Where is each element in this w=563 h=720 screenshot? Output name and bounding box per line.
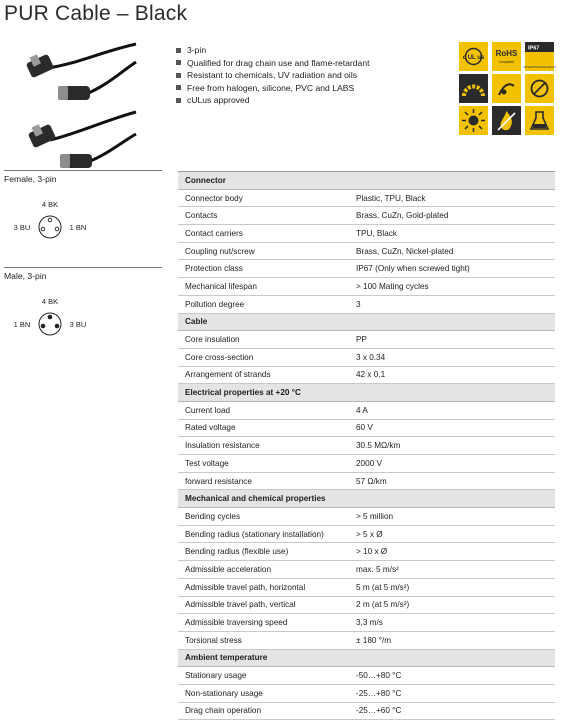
female-pin-right: 1 BN xyxy=(69,223,87,232)
spec-value: > 10 x Ø xyxy=(349,543,555,561)
male-pin-left: 1 BN xyxy=(13,320,31,329)
spec-name: Protection class xyxy=(178,260,349,278)
spec-value: 4 A xyxy=(349,401,555,419)
spec-section-header xyxy=(178,649,555,667)
rohs-label: RoHS xyxy=(495,49,518,58)
spec-row xyxy=(178,578,555,596)
ul-label: c UL us xyxy=(462,55,485,61)
spec-name: Current load xyxy=(178,401,349,419)
female-pin-label: Female, 3-pin xyxy=(4,174,57,184)
oil-resistant-icon xyxy=(492,74,521,103)
certification-icons xyxy=(459,42,555,134)
section-title: Cable xyxy=(178,313,555,331)
spec-value: 2000 V xyxy=(349,455,555,473)
ip-label: IP67 xyxy=(528,45,540,52)
spec-value: -25…+80 °C xyxy=(349,684,555,702)
specifications-table xyxy=(178,171,555,720)
spec-name: Bending radius (flexible use) xyxy=(178,543,349,561)
feature-item: Free from halogen, silicone, PVC and LABS xyxy=(176,82,369,95)
spec-name: Stationary usage xyxy=(178,667,349,685)
spec-name: Contacts xyxy=(178,207,349,225)
spec-section-header xyxy=(178,313,555,331)
spec-row xyxy=(178,278,555,296)
spec-name: Bending radius (stationary installation) xyxy=(178,525,349,543)
halogen-free-icon xyxy=(525,74,554,103)
female-pin-top: 4 BK xyxy=(41,200,59,209)
spec-row xyxy=(178,295,555,313)
female-pin-left: 3 BU xyxy=(13,223,31,232)
spec-value: Plastic, TPU, Black xyxy=(349,189,555,207)
section-title: Ambient temperature xyxy=(178,649,555,667)
spec-row xyxy=(178,242,555,260)
spec-value: > 5 million xyxy=(349,508,555,526)
spec-row xyxy=(178,684,555,702)
spec-name: Admissible acceleration xyxy=(178,561,349,579)
page-title: PUR Cable – Black xyxy=(4,2,188,25)
spec-name: Rated voltage xyxy=(178,419,349,437)
spec-name: Connector body xyxy=(178,189,349,207)
spec-name: Admissible travel path, horizontal xyxy=(178,578,349,596)
spec-name: Test voltage xyxy=(178,455,349,473)
spec-row xyxy=(178,667,555,685)
spec-value: 30.5 MΩ/km xyxy=(349,437,555,455)
spec-row xyxy=(178,596,555,614)
spec-value: 2 m (at 5 m/s²) xyxy=(349,596,555,614)
spec-row xyxy=(178,631,555,649)
spec-row xyxy=(178,455,555,473)
section-title: Connector xyxy=(178,172,555,190)
spec-value: 42 x 0.1 xyxy=(349,366,555,384)
section-title: Mechanical and chemical properties xyxy=(178,490,555,508)
spec-row xyxy=(178,366,555,384)
male-pin-top: 4 BK xyxy=(41,297,59,306)
section-title: Electrical properties at +20 °C xyxy=(178,384,555,402)
spec-row xyxy=(178,260,555,278)
spec-row xyxy=(178,189,555,207)
rohs-sub-label: compliant xyxy=(498,60,515,64)
male-pin-right: 3 BU xyxy=(69,320,87,329)
chemical-resistant-icon xyxy=(525,106,554,135)
spec-row xyxy=(178,702,555,720)
spec-name: Coupling nut/screw xyxy=(178,242,349,260)
divider xyxy=(4,267,162,268)
spec-value: 3 x 0.34 xyxy=(349,348,555,366)
spec-row xyxy=(178,561,555,579)
drag-chain-icon xyxy=(459,74,488,103)
spec-value: Brass, CuZn, Gold-plated xyxy=(349,207,555,225)
female-pin-diagram xyxy=(8,196,98,246)
spec-name: Torsional stress xyxy=(178,631,349,649)
spec-name: Mechanical lifespan xyxy=(178,278,349,296)
spec-section-header xyxy=(178,384,555,402)
spec-name: Bending cycles xyxy=(178,508,349,526)
spec-name: Admissible travel path, vertical xyxy=(178,596,349,614)
spec-name: Core cross-section xyxy=(178,348,349,366)
flame-retardant-icon xyxy=(492,106,521,135)
ip67-icon xyxy=(525,42,554,71)
spec-row xyxy=(178,437,555,455)
feature-item: Qualified for drag chain use and flame-retardant xyxy=(176,57,369,70)
spec-section-header xyxy=(178,490,555,508)
spec-name: Core insulation xyxy=(178,331,349,349)
spec-value: ± 180 °/m xyxy=(349,631,555,649)
spec-value: -50…+80 °C xyxy=(349,667,555,685)
feature-item: Resistant to chemicals, UV radiation and oils xyxy=(176,69,369,82)
spec-value: 3 xyxy=(349,295,555,313)
spec-row xyxy=(178,419,555,437)
male-pin-label: Male, 3-pin xyxy=(4,271,47,281)
ip-sub-label: SCHLEPPKETTENTAUGLICH xyxy=(523,66,556,69)
spec-value: > 100 Mating cycles xyxy=(349,278,555,296)
spec-value: max. 5 m/s² xyxy=(349,561,555,579)
rohs-icon xyxy=(492,42,521,71)
spec-name: Arrangement of strands xyxy=(178,366,349,384)
feature-item: 3-pin xyxy=(176,44,369,57)
spec-value: 5 m (at 5 m/s²) xyxy=(349,578,555,596)
spec-section-header xyxy=(178,172,555,190)
spec-row xyxy=(178,614,555,632)
spec-row xyxy=(178,543,555,561)
male-pin-diagram xyxy=(8,293,98,343)
spec-value: 60 V xyxy=(349,419,555,437)
uv-resistant-icon xyxy=(459,106,488,135)
spec-value: > 5 x Ø xyxy=(349,525,555,543)
spec-value: PP xyxy=(349,331,555,349)
spec-name: forward resistance xyxy=(178,472,349,490)
spec-value: Brass, CuZn, Nickel-plated xyxy=(349,242,555,260)
cable-product-image xyxy=(26,42,136,174)
spec-value: IP67 (Only when screwed tight) xyxy=(349,260,555,278)
spec-row xyxy=(178,401,555,419)
spec-value: -25…+60 °C xyxy=(349,702,555,720)
spec-row xyxy=(178,508,555,526)
spec-row xyxy=(178,207,555,225)
spec-value: 3,3 m/s xyxy=(349,614,555,632)
feature-list xyxy=(176,44,369,107)
spec-value: TPU, Black xyxy=(349,225,555,243)
spec-name: Contact carriers xyxy=(178,225,349,243)
spec-name: Admissible traversing speed xyxy=(178,614,349,632)
spec-value: 57 Ω/km xyxy=(349,472,555,490)
spec-name: Non-stationary usage xyxy=(178,684,349,702)
spec-row xyxy=(178,525,555,543)
divider xyxy=(4,170,162,171)
ul-certification-icon xyxy=(459,42,488,71)
spec-row xyxy=(178,472,555,490)
spec-name: Drag chain operation xyxy=(178,702,349,720)
spec-row xyxy=(178,348,555,366)
spec-name: Pollution degree xyxy=(178,295,349,313)
spec-name: Insulation resistance xyxy=(178,437,349,455)
spec-row xyxy=(178,225,555,243)
spec-row xyxy=(178,331,555,349)
feature-item: cULus approved xyxy=(176,94,369,107)
